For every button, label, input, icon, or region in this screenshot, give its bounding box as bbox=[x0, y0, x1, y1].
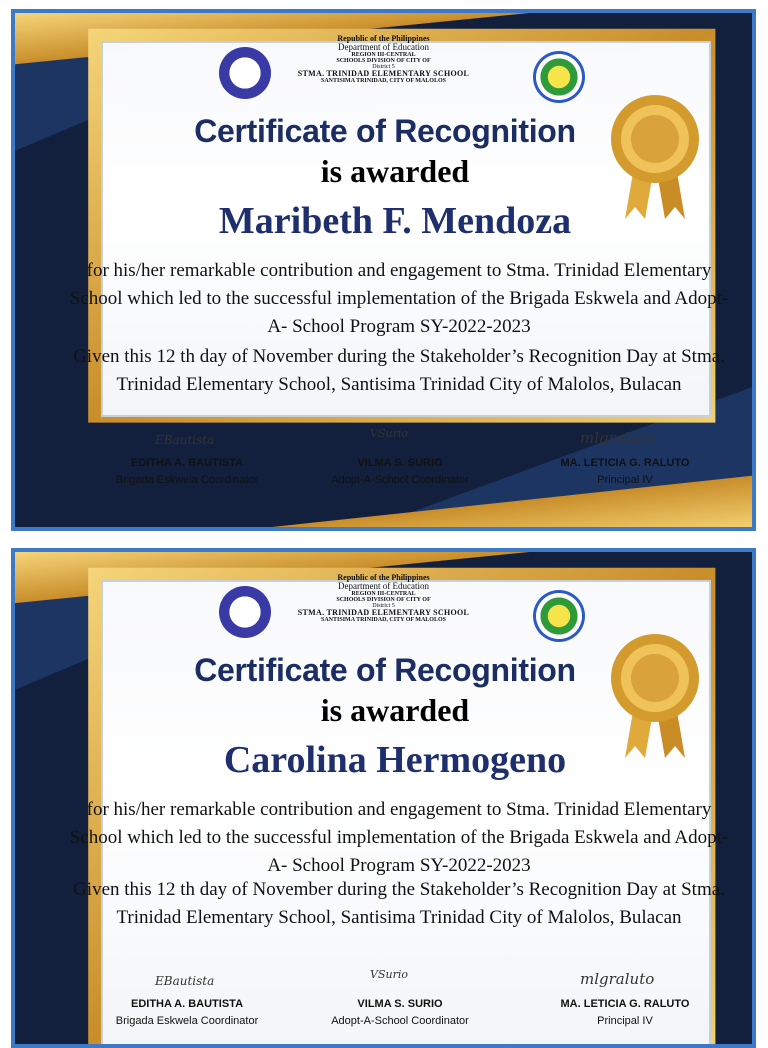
signature-raluto: mlgraluto bbox=[580, 970, 655, 988]
awarded-text: is awarded bbox=[320, 153, 470, 189]
header-republic: Republic of the Philippines bbox=[337, 34, 430, 43]
signatory-role: Principal IV bbox=[597, 474, 653, 486]
awarded-text: is awarded bbox=[320, 692, 470, 728]
signatory-name: VILMA S. SURIO bbox=[357, 998, 443, 1010]
signatory-raluto bbox=[525, 998, 725, 1027]
signatory-role: Adopt-A-School Coordinator bbox=[331, 474, 469, 486]
signatory-name: VILMA S. SURIO bbox=[357, 457, 443, 469]
signatory-bautista bbox=[87, 457, 287, 486]
signatory-surio bbox=[305, 998, 495, 1027]
signatory-role: Brigada Eskwela Coordinator bbox=[115, 1015, 259, 1027]
header-republic: Republic of the Philippines bbox=[337, 573, 430, 582]
given-text-content: Given this 12 th day of November during the Stakeholder’s Recognition Day at Stma. Trinidad Elementary School, Santisima Trinidad City of Malolos, Bulacan bbox=[73, 346, 725, 395]
certificate-1 bbox=[11, 9, 756, 531]
header-district: District 5 bbox=[372, 603, 395, 609]
header-school: STMA. TRINIDAD ELEMENTARY SCHOOL bbox=[297, 608, 470, 617]
header-division: SCHOOLS DIVISION OF CITY OF bbox=[336, 597, 431, 603]
signature-surio: VSurio bbox=[370, 968, 408, 981]
header-district: District 5 bbox=[372, 64, 395, 70]
signatory-name: EDITHA A. BAUTISTA bbox=[130, 998, 244, 1010]
certificate-2 bbox=[11, 548, 756, 1048]
signature-bautista: EBautista bbox=[155, 974, 215, 988]
recipient-name: Carolina Hermogeno bbox=[223, 739, 567, 781]
header-region: REGION III-CENTRAL bbox=[351, 591, 416, 597]
signatory-role: Adopt-A-School Coordinator bbox=[331, 1015, 469, 1027]
recognition-text: for his/her remarkable contribution and engagement to Stma. Trinidad Elementary School which led to the successful implementation of the Brigada Eskwela and Adopt-A- School Program SY-2022-2023 bbox=[69, 260, 729, 337]
certificate-title: Certificate of Recognition bbox=[194, 652, 576, 688]
signature-raluto: mlgraluto bbox=[580, 429, 655, 447]
signatory-raluto bbox=[525, 457, 725, 486]
signatory-role: Brigada Eskwela Coordinator bbox=[115, 474, 259, 486]
signatory-name: EDITHA A. BAUTISTA bbox=[130, 457, 244, 469]
header-region: REGION III-CENTRAL bbox=[351, 52, 416, 58]
signatory-surio bbox=[305, 457, 495, 486]
school-header bbox=[15, 35, 752, 84]
header-address: SANTISIMA TRINIDAD, CITY OF MALOLOS bbox=[321, 617, 446, 623]
given-text bbox=[65, 876, 733, 940]
given-text-content: Given this 12 th day of November during the Stakeholder’s Recognition Day at Stma. Trinidad Elementary School, Santisima Trinidad City of Malolos, Bulacan bbox=[73, 879, 725, 928]
signature-surio: VSurio bbox=[370, 427, 408, 440]
header-division: SCHOOLS DIVISION OF CITY OF bbox=[336, 58, 431, 64]
recognition-text: for his/her remarkable contribution and engagement to Stma. Trinidad Elementary School which led to the successful implementation of the Brigada Eskwela and Adopt-A- School Program SY-2022-2023 bbox=[69, 799, 729, 876]
certificate-title: Certificate of Recognition bbox=[194, 113, 576, 149]
school-header bbox=[15, 574, 752, 623]
signature-bautista: EBautista bbox=[155, 433, 215, 447]
signatory-name: MA. LETICIA G. RALUTO bbox=[560, 457, 690, 469]
signatory-role: Principal IV bbox=[597, 1015, 653, 1027]
signatory-name: MA. LETICIA G. RALUTO bbox=[560, 998, 690, 1010]
header-department: Department of Education bbox=[338, 581, 429, 591]
header-school: STMA. TRINIDAD ELEMENTARY SCHOOL bbox=[297, 69, 470, 78]
given-text bbox=[65, 343, 733, 407]
recipient-name: Maribeth F. Mendoza bbox=[218, 200, 572, 242]
header-address: SANTISIMA TRINIDAD, CITY OF MALOLOS bbox=[321, 78, 446, 84]
header-department: Department of Education bbox=[338, 42, 429, 52]
signatory-bautista bbox=[87, 998, 287, 1027]
